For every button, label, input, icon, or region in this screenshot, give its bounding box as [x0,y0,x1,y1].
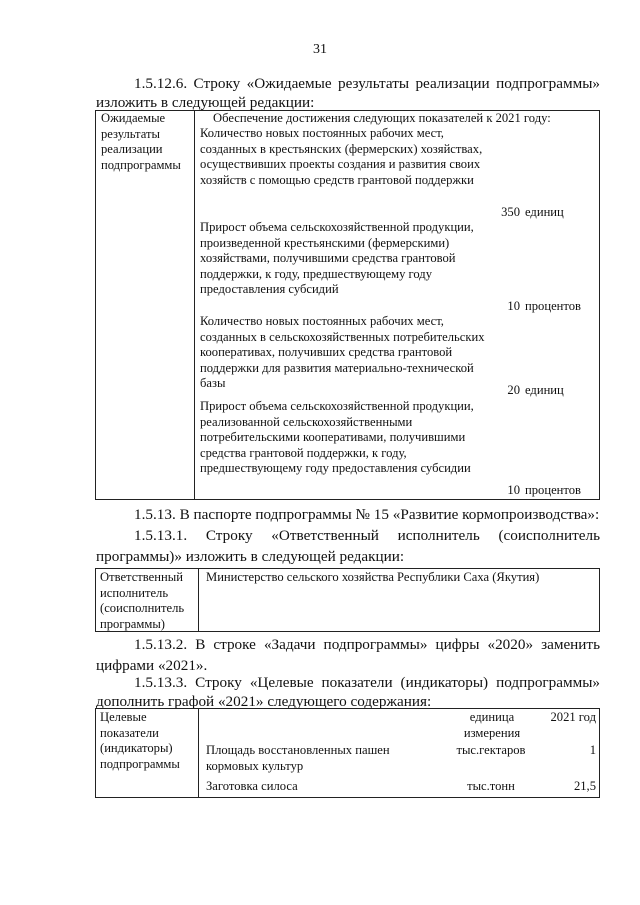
indicator-unit: процентов [525,483,581,497]
table-row [206,779,596,795]
paragraph-1-5-12-6: 1.5.12.6. Строку «Ожидаемые результаты реализации подпрограммы» изложить в следующей редакции: [96,75,600,111]
indicator-1 [200,126,600,220]
indicator-2 [200,220,600,314]
indicator-text: Прирост объема сельскохозяйственной продукции, реализованной сельскохозяйственными потребительскими кооперативами, получившими средства грантовой поддержки, к году, предшествующему году предоставления субсидии [200,399,474,476]
paragraph-1-5-13-1: 1.5.13.1. Строку «Ответственный исполнитель (соисполнитель программы)» изложить в следующей редакции: [96,527,600,565]
indicator-value: 20 [507,383,520,397]
paragraph-1-5-13-3: 1.5.13.3. Строку «Целевые показатели (индикаторы) подпрограммы» дополнить графой «2021» следующего содержания: [96,674,600,710]
indicator-unit: единиц [525,383,564,397]
column-header-year: 2021 год [550,710,596,724]
indicator-unit: единиц [525,205,564,219]
indicator-name: Площадь восстановленных пашен кормовых культур [206,743,390,773]
column-header-unit: единица измерения [463,710,521,740]
page-number: 31 [313,42,327,57]
indicator-unit: процентов [525,299,581,313]
table-target-indicators [95,708,600,798]
table-row-value: Министерство сельского хозяйства Республики Саха (Якутия) [206,570,540,584]
indicator-unit: тыс.тонн [467,779,515,793]
indicator-unit: тыс.гектаров [456,743,526,757]
indicator-value: 1 [589,743,596,757]
indicator-value: 10 [507,483,520,497]
indicator-value: 21,5 [573,779,596,793]
indicator-value: 350 [501,205,520,219]
table-heading: Обеспечение достижения следующих показателей к 2021 году: [213,111,551,125]
indicator-name: Заготовка силоса [206,779,298,793]
table-row-label: Ожидаемые результаты реализации подпрограммы [101,111,181,172]
table-row [206,743,596,775]
table-responsible-executor [95,568,600,632]
indicator-value: 10 [507,299,520,313]
indicator-4 [200,399,600,499]
table-row-label: Целевые показатели (индикаторы) подпрограммы [100,710,180,771]
indicator-3 [200,314,600,399]
indicator-text: Количество новых постоянных рабочих мест, созданных в сельскохозяйственных потребительских кооперативах, получивших средства грантовой поддержки для развития материально-технической базы [200,314,485,391]
paragraph-1-5-13: 1.5.13. В паспорте подпрограммы № 15 «Развитие кормопроизводства»: [134,506,600,523]
table-row-label: Ответственный исполнитель (соисполнитель программы) [100,570,185,631]
table-expected-results [95,110,600,500]
paragraph-1-5-13-2: 1.5.13.2. В строке «Задачи подпрограммы» цифры «2020» заменить цифрами «2021». [96,636,600,674]
indicator-text: Прирост объема сельскохозяйственной продукции, произведенной крестьянскими (фермерскими) хозяйствами, получившими средства грантовой поддержки, к году, предшествующему году предоставления субсидий [200,220,474,297]
indicator-text: Количество новых постоянных рабочих мест, созданных в крестьянских (фермерских) хозяйствах, осуществивших проекты создания и развития своих хозяйств с помощью средств грантовой поддержки [200,126,483,187]
